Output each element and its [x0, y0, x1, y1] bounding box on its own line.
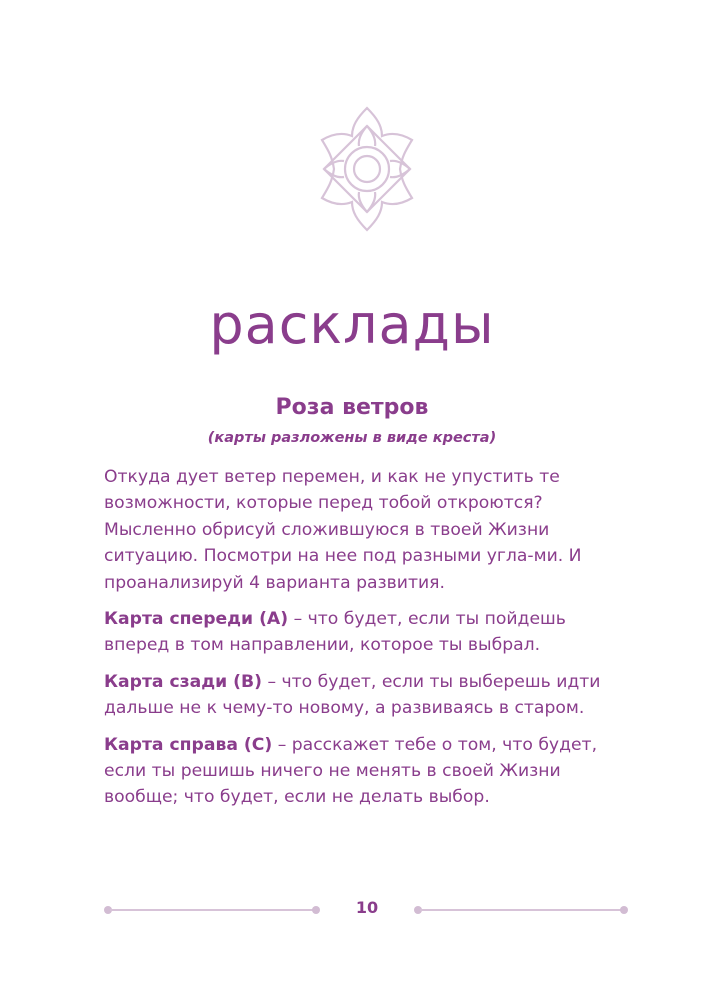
card-paragraph-b [104, 669, 624, 722]
card-paragraph-a [104, 606, 624, 659]
lotus-ornament-icon [302, 104, 432, 234]
section-heading: Роза ветров [275, 395, 429, 420]
page-title: расклады [209, 293, 495, 356]
page-number: 10 [355, 898, 379, 917]
divider-line [110, 909, 316, 911]
card-label: Карта спереди (А) [104, 609, 289, 630]
card-paragraph-c [104, 732, 624, 811]
card-label: Карта сзади (В) [104, 671, 262, 692]
divider-dot [620, 906, 628, 914]
body-text [104, 464, 624, 821]
card-label: Карта справа (С) [104, 734, 273, 755]
divider-line [420, 909, 624, 911]
intro-paragraph: Откуда дует ветер перемен, и как не упустить те возможности, которые перед тобой откроются? Мысленно обрисуй сложившуюся в твоей Жизни ситуацию. Посмотри на нее под разными угла-ми. И проанализируй 4 варианта развития. [104, 467, 582, 593]
card-description: – что будет, если ты пойдешь вперед в том направлении, которое ты выбрал. [104, 609, 566, 656]
page-footer [104, 900, 630, 920]
card-description: – расскажет тебе о том, что будет, если ты решишь ничего не менять в своей Жизни вообще; что будет, если не делать выбор. [104, 734, 598, 808]
divider-dot [312, 906, 320, 914]
section-note: (карты разложены в виде креста) [207, 430, 497, 446]
card-description: – что будет, если ты выберешь идти дальше не к чему-то новому, а развиваясь в старом. [104, 671, 601, 719]
